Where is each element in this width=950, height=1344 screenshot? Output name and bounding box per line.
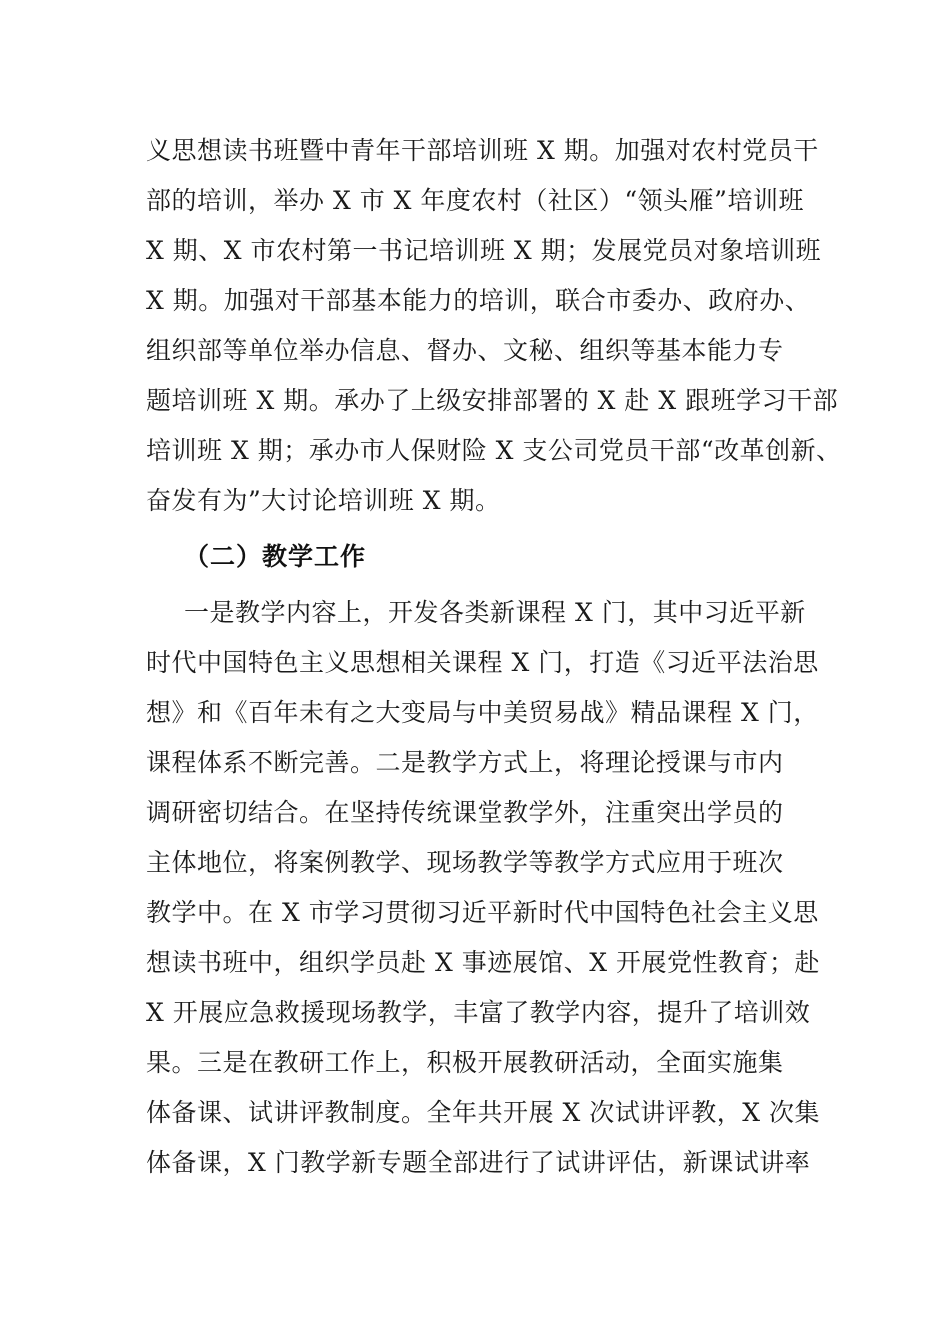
section-heading: （二）教学工作: [184, 542, 367, 571]
paragraph-line: 义思想读书班暨中青年干部培训班 X 期。加强对农村党员干: [146, 136, 819, 165]
paragraph-line: 体备课、试讲评教制度。全年共开展 X 次试讲评教，X 次集: [146, 1098, 820, 1127]
paragraph-line: 主体地位，将案例教学、现场教学等教学方式应用于班次: [146, 848, 784, 877]
paragraph-line: X 期。加强对干部基本能力的培训，联合市委办、政府办、: [146, 286, 811, 315]
paragraph-line: 培训班 X 期；承办市人保财险 X 支公司党员干部“改革创新、: [146, 436, 842, 465]
paragraph-line: 部的培训，举办 X 市 X 年度农村（社区）“领头雁”培训班: [146, 186, 804, 215]
paragraph-line: X 开展应急救援现场教学，丰富了教学内容，提升了培训效: [146, 998, 811, 1027]
paragraph-line: 果。三是在教研工作上，积极开展教研活动，全面实施集: [146, 1048, 784, 1077]
paragraph-line: 题培训班 X 期。承办了上级安排部署的 X 赴 X 跟班学习干部: [146, 386, 839, 415]
paragraph-line: 体备课，X 门教学新专题全部进行了试讲评估，新课试讲率: [146, 1148, 811, 1177]
paragraph-line: 想读书班中，组织学员赴 X 事迹展馆、X 开展党性教育；赴: [146, 948, 820, 977]
paragraph-line: X 期、X 市农村第一书记培训班 X 期；发展党员对象培训班: [146, 236, 822, 265]
paragraph-line: 时代中国特色主义思想相关课程 X 门，打造《习近平法治思: [146, 648, 819, 677]
paragraph-line: 奋发有为”大讨论培训班 X 期。: [146, 486, 501, 515]
paragraph-line: 教学中。在 X 市学习贯彻习近平新时代中国特色社会主义思: [146, 898, 819, 927]
paragraph-first-line: 一是教学内容上，开发各类新课程 X 门，其中习近平新: [184, 598, 806, 627]
paragraph-line: 调研密切结合。在坚持传统课堂教学外，注重突出学员的: [146, 798, 784, 827]
paragraph-line: 组织部等单位举办信息、督办、文秘、组织等基本能力专: [146, 336, 784, 365]
paragraph-line: 想》和《百年未有之大变局与中美贸易战》精品课程 X 门，: [146, 698, 819, 727]
paragraph-line: 课程体系不断完善。二是教学方式上，将理论授课与市内: [146, 748, 784, 777]
